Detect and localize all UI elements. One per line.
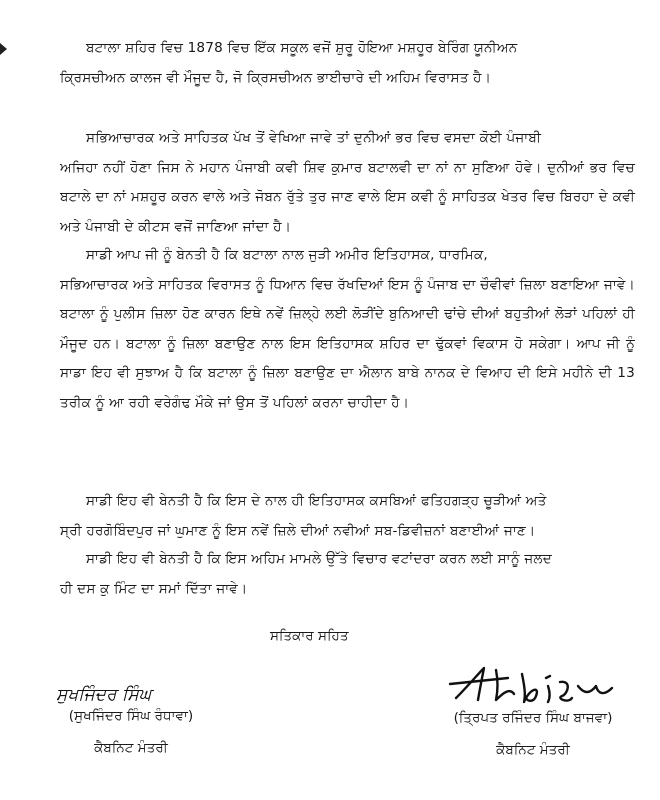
paragraph-4-text: ਸ੍ਰੀ ਹਰਗੋਬਿੰਦਪੁਰ ਜਾਂ ਘੁਮਾਣ ਨੂੰ ਇਸ ਨਵੇਂ ਜ਼ਿਲੇ ਦੀਆਂ ਨਵੀਆਂ ਸਬ-ਡਿਵੀਜ਼ਨਾਂ ਬਣਾਈਆਂ ਜਾਣ।: [60, 522, 536, 539]
paragraph-5-text: ਹੀ ਦਸ ਕੁ ਮਿੰਟ ਦਾ ਸਮਾਂ ਦਿੱਤਾ ਜਾਵੇ।: [60, 580, 248, 597]
paragraph-1-text: ਕ੍ਰਿਸਚੀਅਨ ਕਾਲਜ ਵੀ ਮੌਜੂਦ ਹੈ, ਜੋ ਕ੍ਰਿਸਚੀਅਨ ਭਾਈਚਾਰੇ ਦੀ ਅਹਿਮ ਵਿਰਾਸਤ ਹੈ।: [60, 69, 492, 86]
paragraph-5: [60, 545, 635, 604]
signatory-1-title: ਕੈਬਨਿਟ ਮੰਤਰੀ: [94, 740, 168, 756]
signatory-1: [36, 678, 226, 756]
signatory-2-name: (ਤ੍ਰਿਪਤ ਰਜਿੰਦਰ ਸਿੰਘ ਬਾਜਵਾ): [453, 710, 613, 726]
paragraph-2: [60, 124, 635, 242]
paragraph-4-first-line: ਸਾਡੀ ਇਹ ਵੀ ਬੇਨਤੀ ਹੈ ਕਿ ਇਸ ਦੇ ਨਾਲ ਹੀ ਇਤਿਹਾਸਕ ਕਸਬਿਆਂ ਫਤਿਹਗੜ੍ਹ ਚੂੜੀਆਂ ਅਤੇ: [86, 493, 547, 509]
handwritten-signature-2: [438, 664, 628, 710]
paragraph-3: [60, 241, 635, 419]
margin-arrow-icon: [0, 43, 7, 55]
paragraph-1: [60, 34, 635, 93]
signatory-1-name: (ਸੁਖਜਿੰਦਰ ਸਿੰਘ ਰੰਧਾਵਾ): [68, 708, 194, 724]
closing-salutation: ਸਤਿਕਾਰ ਸਹਿਤ: [270, 628, 349, 644]
paragraph-3-first-line: ਸਾਡੀ ਆਪ ਜੀ ਨੂੰ ਬੇਨਤੀ ਹੈ ਕਿ ਬਟਾਲਾ ਨਾਲ ਜੁੜੀ ਅਮੀਰ ਇਤਿਹਾਸਕ, ਧਾਰਮਿਕ,: [86, 247, 488, 263]
signatory-2-title: ਕੈਬਨਿਟ ਮੰਤਰੀ: [496, 742, 570, 758]
signatory-2: [428, 664, 638, 758]
paragraph-2-first-line: ਸਭਿਆਚਾਰਕ ਅਤੇ ਸਾਹਿਤਕ ਪੱਖ ਤੋਂ ਵੇਖਿਆ ਜਾਵੇ ਤਾਂ ਦੁਨੀਆਂ ਭਰ ਵਿਚ ਵਸਦਾ ਕੋਈ ਪੰਜਾਬੀ: [86, 130, 542, 146]
paragraph-1-first-line: ਬਟਾਲਾ ਸ਼ਹਿਰ ਵਿਚ 1878 ਵਿਚ ਇੱਕ ਸਕੂਲ ਵਜੋਂ ਸ਼ੁਰੂ ਹੋਇਆ ਮਸ਼ਹੂਰ ਬੇਰਿੰਗ ਯੂਨੀਅਨ: [86, 40, 518, 56]
paragraph-2-text: ਅਜਿਹਾ ਨਹੀਂ ਹੋਣਾ ਜਿਸ ਨੇ ਮਹਾਨ ਪੰਜਾਬੀ ਕਵੀ ਸ਼ਿਵ ਕੁਮਾਰ ਬਟਾਲਵੀ ਦਾ ਨਾਂ ਨਾ ਸੁਣਿਆ ਹੋਵੇ। ਦੁਨੀਆਂ ਭਰ ਵਿਚ ਬਟਾਲੇ ਦਾ ਨਾਂ ਮਸ਼ਹੂਰ ਕਰਨ ਵਾਲੇ ਅਤੇ ਜੋਬਨ ਰੁੱਤੇ ਤੁਰ ਜਾਣ ਵਾਲੇ ਇਸ ਕਵੀ ਨੂੰ ਸਾਹਿਤਕ ਖੇਤਰ ਵਿਚ ਬਿਰਹਾ ਦੇ ਕਵੀ ਅਤੇ ਪੰਜਾਬੀ ਦੇ ਕੀਟਸ ਵਜੋਂ ਜਾਣਿਆ ਜਾਂਦਾ ਹੈ।: [60, 159, 635, 235]
handwritten-signature-1: [46, 678, 216, 708]
signature-1-text: ਸੁਖਜਿੰਦਰ ਸਿੰਘ: [56, 685, 152, 705]
paragraph-5-first-line: ਸਾਡੀ ਇਹ ਵੀ ਬੇਨਤੀ ਹੈ ਕਿ ਇਸ ਅਹਿਮ ਮਾਮਲੇ ਉੱਤੇ ਵਿਚਾਰ ਵਟਾਂਦਰਾ ਕਰਨ ਲਈ ਸਾਨੂੰ ਜਲਦ: [86, 551, 552, 567]
paragraph-3-text: ਸਭਿਆਚਾਰਕ ਅਤੇ ਸਾਹਿਤਕ ਵਿਰਾਸਤ ਨੂੰ ਧਿਆਨ ਵਿਚ ਰੱਖਦਿਆਂ ਇਸ ਨੂੰ ਪੰਜਾਬ ਦਾ ਚੌਵੀਵਾਂ ਜ਼ਿਲਾ ਬਣਾਇਆ ਜਾਵੇ। ਬਟਾਲਾ ਨੂੰ ਪੁਲੀਸ ਜ਼ਿਲਾ ਹੋਣ ਕਾਰਨ ਇਥੇ ਨਵੇਂ ਜ਼ਿਲ੍ਹੇ ਲਈ ਲੋੜੀਂਦੇ ਬੁਨਿਆਦੀ ਢਾਂਚੇ ਦੀਆਂ ਬਹੁਤੀਆਂ ਲੋੜਾਂ ਪਹਿਲਾਂ ਹੀ ਮੌਜੂਦ ਹਨ। ਬਟਾਲਾ ਨੂੰ ਜ਼ਿਲਾ ਬਣਾਉਣ ਨਾਲ ਇਸ ਇਤਿਹਾਸਕ ਸ਼ਹਿਰ ਦਾ ਢੁੱਕਵਾਂ ਵਿਕਾਸ ਹੋ ਸਕੇਗਾ। ਆਪ ਜੀ ਨੂੰ ਸਾਡਾ ਇਹ ਵੀ ਸੁਝਾਅ ਹੈ ਕਿ ਬਟਾਲਾ ਨੂੰ ਜ਼ਿਲਾ ਬਣਾਉਣ ਦਾ ਐਲਾਨ ਬਾਬੇ ਨਾਨਕ ਦੇ ਵਿਆਹ ਦੀ ਇਸੇ ਮਹੀਨੇ ਦੀ 13 ਤਰੀਕ ਨੂੰ ਆ ਰਹੀ ਵਰੇਗੰਢ ਮੌਕੇ ਜਾਂ ਉਸ ਤੋਂ ਪਹਿਲਾਂ ਕਰਨਾ ਚਾਹੀਦਾ ਹੈ।: [60, 276, 635, 411]
paragraph-4: [60, 487, 635, 546]
